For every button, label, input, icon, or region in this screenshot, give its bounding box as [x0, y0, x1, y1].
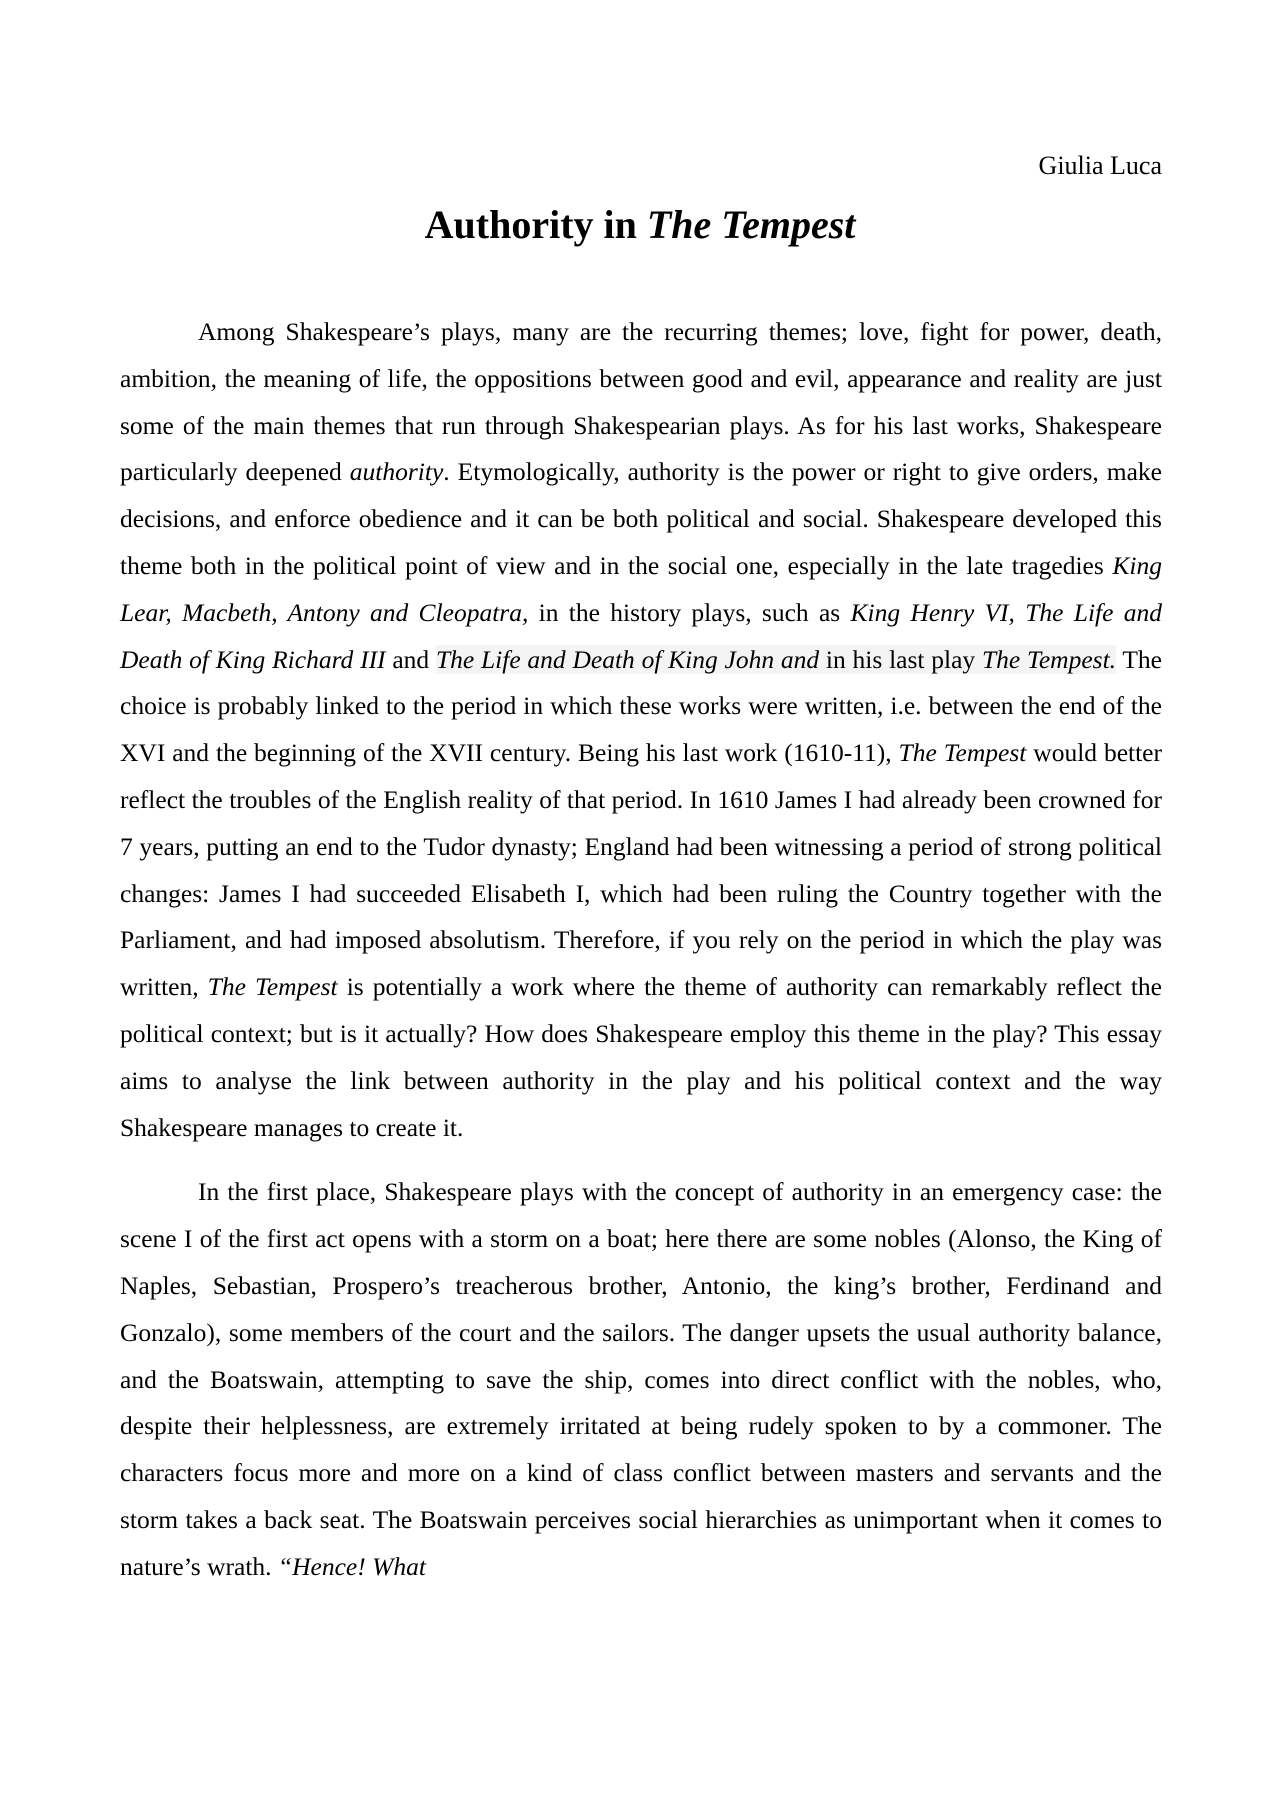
italic-run: King Henry VI, The Life and Death of King Richard III: [120, 597, 1162, 674]
text-run: . Etymologically, authority is the power or right to give orders, make decisions, and enforce obedience and it can be both political and social. Shakespeare developed this theme both in the political point of view and in the social one, especially in the late tragedies: [120, 457, 1162, 580]
italic-run: The Life and Death of King John and: [435, 644, 820, 674]
text-run: in his last play: [819, 644, 982, 674]
text-run: would better reflect the troubles of the English reality of that period. In 1610 James I had already been crowned for 7 years, putting an end to the Tudor dynasty; England had been witnessing a period of strong political changes: James I had succeeded Elisabeth I, which had been ruling the Country together with the Parliament, and had imposed absolutism. Therefore, if you rely on the period in which the play was written,: [120, 738, 1162, 1002]
text-run: Among Shakespeare’s plays, many are the recurring themes; love, fight for power, death, ambition, the meaning of life, the oppositions between good and evil, appearance and reality are just some of the main themes that run through Shakespearian plays. As for his last works, Shakespeare particularly deepened: [120, 317, 1162, 487]
text-run: and: [385, 644, 436, 674]
italic-run: authority: [349, 457, 444, 487]
italic-run: King Lear, Macbeth, Antony and Cleopatra,: [120, 550, 1162, 627]
title-italic: The Tempest: [646, 202, 856, 247]
italic-run: The Tempest: [898, 738, 1027, 768]
italic-run: The Tempest.: [981, 644, 1117, 674]
title-text: Authority in: [424, 202, 647, 247]
text-run: is potentially a work where the theme of authority can remarkably reflect the political context; but is it actually? How does Shakespeare employ this theme in the play? This essay aims to analyse the link between authority in the play and his political context and the way Shakespeare manages to create it.: [120, 972, 1163, 1142]
italic-run: The Tempest: [207, 972, 338, 1002]
text-run: In the first place, Shakespeare plays with the concept of authority in an emergency case: the scene I of the first act opens with a storm on a boat; here there are some nobles (Alonso, the King of Naples, Sebastian, Prospero’s treacherous brother, Antonio, the king’s brother, Ferdinand and Gonzalo), some members of the court and the sailors. The danger upsets the usual authority balance, and the Boatswain, attempting to save the ship, comes into direct conflict with the nobles, who, despite their helplessness, are extremely irritated at being rudely spoken to by a commoner. The characters focus more and more on a kind of class conflict between masters and servants and the storm takes a back seat. The Boatswain perceives social hierarchies as unimportant when it comes to nature’s wrath.: [120, 1177, 1162, 1581]
text-run: in the history plays, such as: [528, 597, 851, 627]
paragraph-2: [120, 1169, 1162, 1590]
italic-run: “Hence! What: [277, 1551, 426, 1581]
essay-body: [120, 309, 1162, 1591]
essay-title: [0, 200, 1280, 250]
author-name: Giulia Luca: [1038, 151, 1162, 180]
paragraph-1: [120, 309, 1162, 1151]
text-run: The choice is probably linked to the period in which these works were written, i.e. between the end of the XVI and the beginning of the XVII century. Being his last work (1610-11),: [120, 644, 1162, 768]
